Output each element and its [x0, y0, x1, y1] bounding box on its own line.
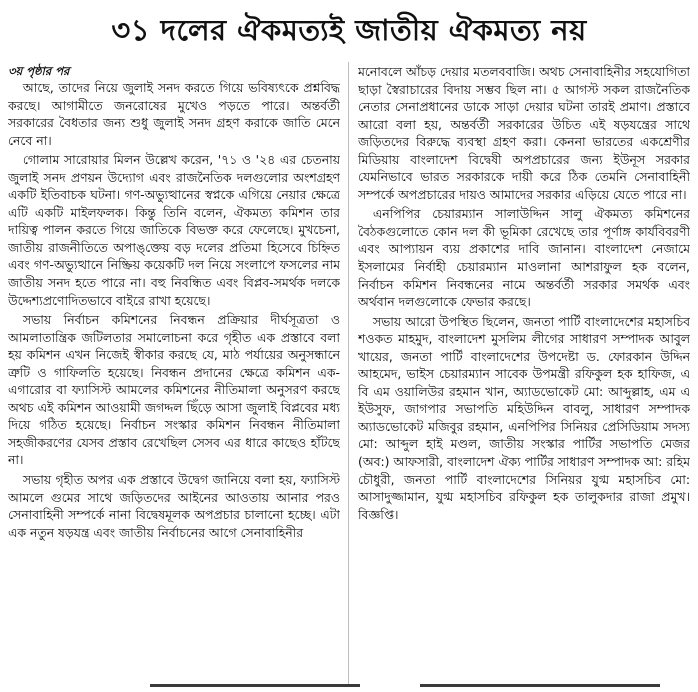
- paragraph: সভায় গৃহীত অপর এক প্রস্তাবে উদ্বেগ জানিয়ে বলা হয়, ফ্যাসিস্ট আমলে গুমের সাথে জড়িতদের আইনের আওতায় আনার পরও সেনাবাহিনী সম্পর্কে নানা বিদ্বেষমূলক অপপ্রচার চালানো হচ্ছে। এটা এক নতুন ষড়যন্ত্র এবং জাতীয় নির্বাচনের আগে সেনাবাহিনীর: [8, 472, 340, 540]
- cropped-text-fragment: [420, 684, 660, 687]
- continuation-note: ৩য় পৃষ্ঠার পর: [8, 64, 70, 78]
- paragraph: সভায় আরো উপস্থিত ছিলেন, জনতা পার্টি বাংলাদেশের মহাসচিব শওকত মাহমুদ, বাংলাদেশ মুসলিম লীগের সাধারণ সম্পাদক আবুল খায়ের, জনতা পার্টি বাংলাদেশের উপদেষ্টা ড. ফোরকান উদ্দিন আহমেদ, ভাইস চেয়ারম্যান সাবেক উপমন্ত্রী রফিকুল হক হাফিজ, এ বি এম ওয়ালিউর রহমান খান, অ্যাডভোকেট মো: আব্দুল্লাহ, এম এ ইউসুফ, জাগপার সভাপতি মহিউদ্দিন বাবলু, সাধারণ সম্পাদক অ্যাডভোকেট মজিবুর রহমান, এনপিপির সিনিয়র প্রেসিডিয়াম সদস্য মো: আব্দুল হাই মণ্ডল, জাতীয় সংস্কার পার্টির সভাপতি মেজর (অব:) আফসারী, বাংলাদেশ ঐক্য পার্টির সাধারণ সম্পাদক আ: রহিম চৌধুরী, জনতা পার্টি বাংলাদেশের সিনিয়র যুগ্ম মহাসচিব মো: আসাদুজ্জামান, যুগ্ম মহাসচিব রফিকুল হক তালুকদার রাজা প্রমুখ। বিজ্ঞপ্তি।: [358, 313, 690, 522]
- left-column: [8, 63, 340, 683]
- paragraph: এনপিপির চেয়ারম্যান সালাউদ্দিন সালু ঐকমত্য কমিশনের বৈঠকগুলোতে কোন দল কী ভূমিকা রেখেছে তার পূর্ণাঙ্গ কার্যবিবরণী এবং আপ্যায়ন ব্যয় প্রকাশের দাবি জানান। বাংলাদেশ নেজামে ইসলামের নির্বাহী চেয়ারম্যান মাওলানা আশরাফুল হক বলেন, নির্বাচন কমিশন নিবন্ধনের নামে অন্তর্বর্তী সরকার সমর্থক এবং অর্থবান দলগুলোকে ফেভার করছে।: [358, 206, 690, 310]
- column-divider: [348, 62, 349, 684]
- headline: ৩১ দলের ঐকমত্যই জাতীয় ঐকমত্য নয়: [111, 13, 587, 47]
- cropped-text-fragment: [150, 684, 360, 687]
- paragraph: গোলাম সারোয়ার মিলন উল্লেখ করেন, '৭১ ও '২৪ এর চেতনায় জুলাই সনদ প্রণয়ন উদ্যোগ এবং রাজনৈতিক দলগুলোর অংশগ্রহণ একটি ইতিবাচক ঘটনা। গণ-অভ্যুত্থানের স্বপ্নকে এগিয়ে নেয়ার ক্ষেত্রে এটি একটি মাইলফলক। কিন্তু তিনি বলেন, ঐকমত্য কমিশন তার দায়িত্ব পালন করতে গিয়ে জাতিকে বিভক্ত করে ফেলেছে। মুখচেনা, জাতীয় রাজনীতিতে অপাঙ্‌ক্তেয় বড় দলের প্রতিমা হিসেবে চিহ্নিত এবং গণ-অভ্যুত্থানে নিষ্ক্রিয় কয়েকটি দল নিয়ে সংলাপে ফসলের নাম জাতীয় সনদ হতে পারে না। বহু নিবন্ধিত এবং বিপ্লব-সমর্থক দলকে উদ্দেশ্যপ্রণোদিতভাবে বাইরে রাখা হয়েছে।: [8, 152, 340, 308]
- right-column: [358, 63, 690, 683]
- paragraph: মনোবলে আঁচড় দেয়ার মতলববাজি। অথচ সেনাবাহিনীর সহযোগিতা ছাড়া স্বৈরাচারের বিদায় সম্ভব ছিল না। ৫ আগস্ট সকল রাজনৈতিক নেতার সেনাপ্রধানের ডাকে সাড়া দেয়ার ঘটনা তারই প্রমাণ। প্রস্তাবে আরো বলা হয়, অন্তর্বর্তী সরকারের উচিত এই ষড়যন্ত্রের সাথে জড়িতদের বিরুদ্ধে ব্যবস্থা গ্রহণ করা। কেননা ভারতের একশ্রেণীর মিডিয়ায় বাংলাদেশ বিদ্বেষী অপপ্রচারের জন্য ইউনূস সরকার যেমনিভাবে ভারত সরকারকে দায়ী করে ঠিক তেমনি সেনাবাহিনী সম্পর্কে অপপ্রচারের দায়ও আমাদের সরকার এড়িয়ে যেতে পারে না।: [358, 64, 690, 202]
- paragraph: আছে, তাদের নিয়ে জুলাই সনদ করতে গিয়ে ভবিষ্যৎকে প্রশ্নবিদ্ধ করছে। আগামীতে জনরোষের মুখেও পড়তে পারে। অন্তর্বর্তী সরকারের বৈধতার জন্য শুধু জুলাই সনদ গ্রহণ করাকে জাতি মেনে নেবে না।: [8, 80, 340, 148]
- paragraph: সভায় নির্বাচন কমিশনের নিবন্ধন প্রক্রিয়ার দীর্ঘসূত্রতা ও আমলাতান্ত্রিক জটিলতার সমালোচনা করে গৃহীত এক প্রস্তাবে বলা হয় কমিশন এখন নিজেই স্বীকার করছে যে, মাঠ পর্যায়ের অনুসন্ধানে ত্রুটি ও গাফিলতি হয়েছে। নিবন্ধন প্রদানের ক্ষেত্রে কমিশন এক-এগারোর বা ফ্যাসিস্ট আমলের কমিশনের নীতিমালা অনুসরণ করছে অথচ এই কমিশন আওয়ামী জগদ্দল ছিঁড়ে আসা জুলাই বিপ্লবের মধ্য দিয়ে গঠিত হয়েছে। নির্বাচন সংস্কার কমিশন নিবন্ধন নীতিমালা সহজীকরণের যেসব প্রস্তাব রেখেছিল সেসব এর ধারে কাছেও হাঁটছে না।: [8, 312, 340, 468]
- next-article-fragment: [0, 684, 698, 692]
